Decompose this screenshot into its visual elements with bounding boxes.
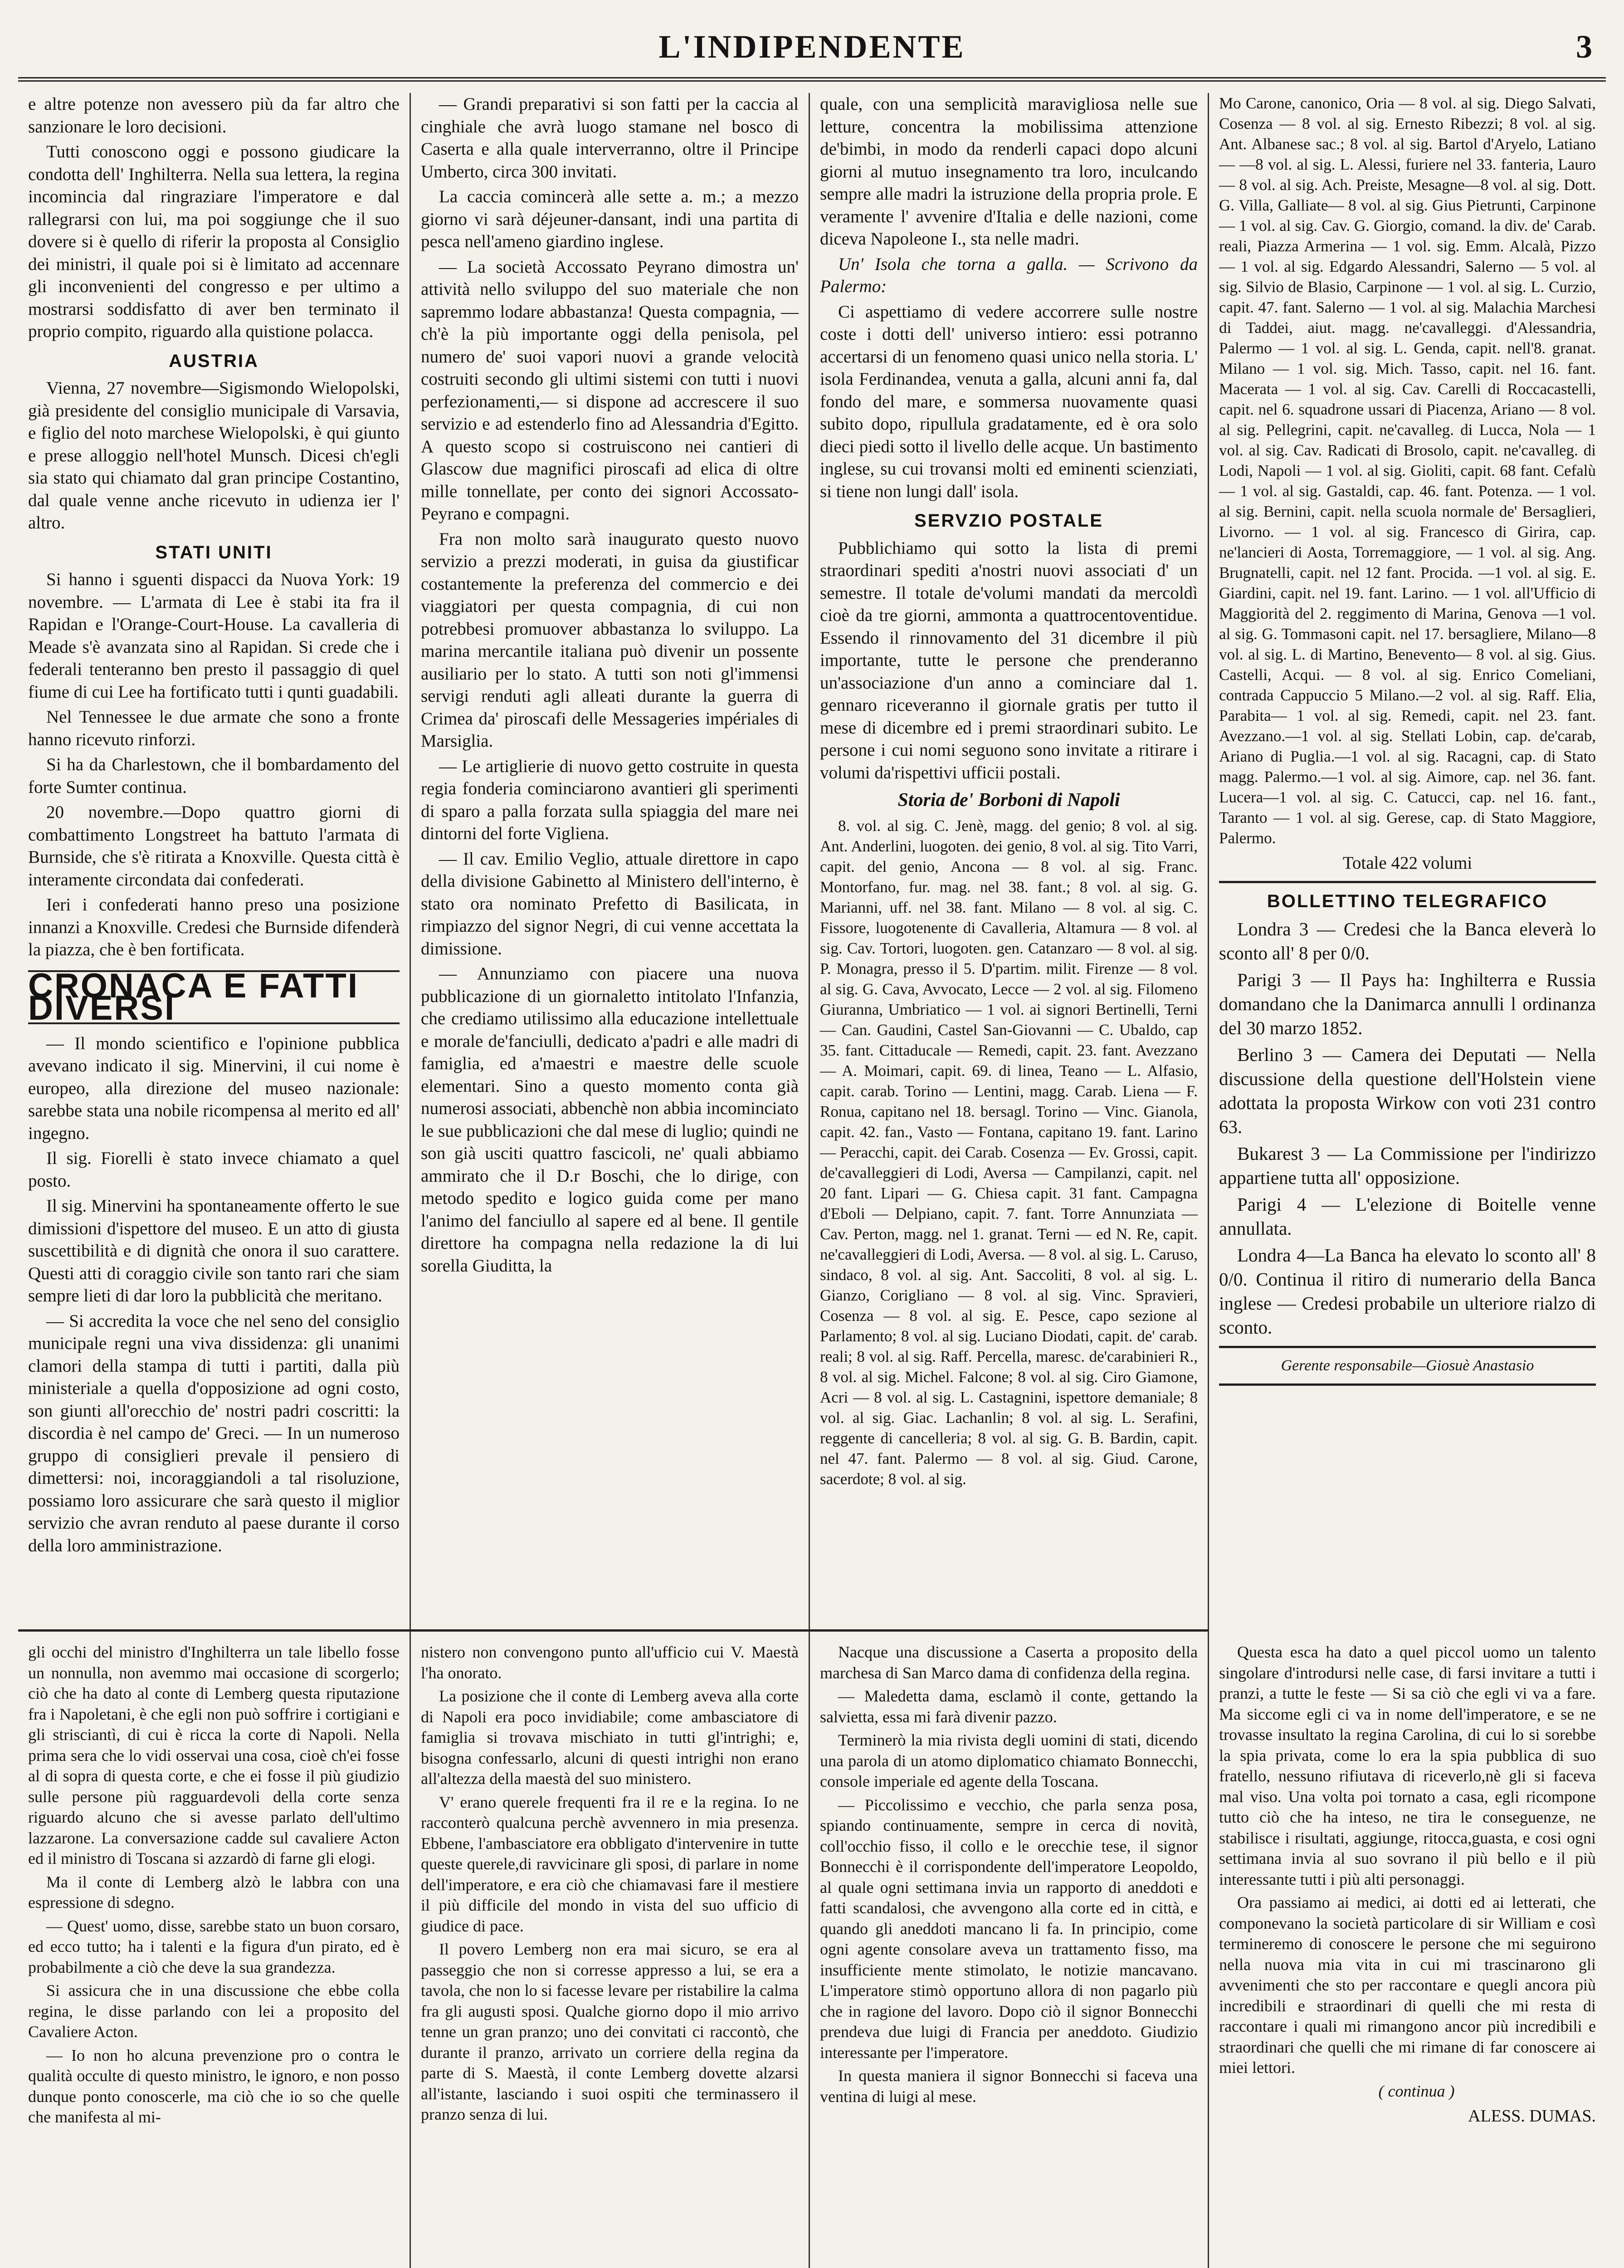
feuilleton-paragraph: Ora passiamo ai medici, ai dotti ed ai letterati, che componevano la società particolare di sir William e così termineremo di conoscere le persone che mi seguirono nella nuova mia vita in cui mi trascinarono gli avvenimenti che sto per raccontare e quegli ancora più incredibili e straordinari di quelli che mi resta di raccontare i quali mi rimangono ancor più incredibili e straordinari che quelli che mi rimane di far conoscere ai miei lettori. — [1219, 1893, 1596, 2077]
subsection-heading: Storia de' Borboni di Napoli — [897, 790, 1120, 811]
article-paragraph: — Il cav. Emilio Veglio, attuale direttore in capo della divisione Gabinetto al Ministero dell'interno, è stato ora nominato Prefetto di Basilicata, in rimpiazzo del signor Negri, di cui venne accettata la dimissione. — [421, 849, 799, 958]
article-paragraph: — Il mondo scientifico e l'opinione pubblica avevano indicato il sig. Minervini, il cui nome è europeo, alla direzione del museo nazionale: sarebbe stata una nobile ricompensa al merito ed all' ingegno. — [28, 1033, 400, 1143]
article-paragraph: — Le artiglierie di nuovo getto costruite in questa regia fonderia cominciarono avantieri gli sperimenti di sparo a palla forzata sulla spiaggia del mare nei dintorni del forte Vigliena. — [421, 756, 799, 843]
feuilleton-paragraph: gli occhi del ministro d'Inghilterra un tale libello fosse un nonnulla, non avemmo mai occasione di scorgerlo; ciò che ha dato al conte di Lemberg questa riputazione fra i Napoletani, è che egli non può soffrire i cortigiani e gli strisciantì, di cui è ricca la corte di Napoli. Nella prima sera che lo vidi osservai una cosa, cioè ch'ei fosse al di sopra di questa corte, e che ei fosse il più giudizio sulle persone più ragguardevoli della corte senza riguardo alcuno che si avesse parlato dell'ultimo lazzarone. La conversazione cadde sul cavaliere Acton ed il ministro di Toscana si azzardò di farne gli elogi. — [28, 1643, 400, 1867]
feuilleton-column-3 — [810, 1642, 1208, 2268]
feuilleton-paragraph: Terminerò la mia rivista degli uomini di stati, dicendo una parola di un atomo diplomatico chiamato Bonnecchi, console imperiale ed agente della Toscana. — [820, 1731, 1198, 1790]
feuilleton-paragraph: Ma il conte di Lemberg alzò le labbra con una espressione di sdegno. — [28, 1872, 400, 1911]
column-3 — [810, 93, 1208, 1622]
feuilleton-paragraph: Si assicura che in una discussione che ebbe colla regina, le disse parlando con lei a proposito del Cavaliere Acton. — [28, 1981, 400, 2041]
feuilleton-paragraph: Questa esca ha dato a quel piccol uomo un talento singolare d'introdursi nelle case, di farsi invitare a tutti i pranzi, a tutte le feste — Si sa ciò che egli vi va a fare. Ma siccome egli ci va in nome dell'imperatore, e se ne trovasse insultato la regina Carolina, di cui lo si sorebbe la spia privata, come lo era la spia pubblica di suo fratello, nessuno rifiutava di riceverlo,nè gli si faceva mal viso. Una volta poi tornato a casa, egli ricompone tutto ciò che ha inteso, ne tira le conseguenze, ne stabilisce i risultati, aggiunge, ritocca,guasta, e cosi ogni settimana invia al suo sovrano il più bello e il più interessante tutti i più alti personaggi. — [1219, 1643, 1596, 1888]
article-paragraph: Fra non molto sarà inaugurato questo nuovo servizio a prezzi moderati, in guisa da giustificar costantemente la preferenza del commercio e dei viaggiatori per questa compagnia, di cui non potrebbesi promuover abbastanza lo sviluppo. La marina mercantile italiana può divenir un possente ausiliario per lo stato. A tutti son noti gl'immensi servigi renduti agli alleati durante la guerra di Crimea da' piroscafi delle Messageries impériales di Marsiglia. — [421, 529, 799, 751]
article-paragraph: quale, con una semplicità maravigliosa nelle sue letture, concentra la mobilissima attenzione de'bimbi, in modo da renderli capaci dopo alcuni giorni al mutuo insegnamento tra loro, inculcando sempre alle madri la istruzione della propria prole. E veramente l' avvenire d'Italia e delle nazioni, come diceva Napoleone I., sta nelle madri. — [820, 94, 1198, 249]
feuilleton-paragraph: V' erano querele frequenti fra il re e la regina. Io ne racconterò qualcuna perchè avvennero in mia presenza. Ebbene, l'ambasciatore era obbligato d'intervenire in tutte queste querele,di ravvicinare gli sposi, di parlare in nome dell'imperatore, e era ciò che chiamavasi fare il mestiere il più difficile del mondo in vista del suo ufficio di giudice di pace. — [421, 1793, 799, 1935]
section-heading: BOLLETTINO TELEGRAFICO — [1267, 891, 1548, 911]
article-paragraph: Pubblichiamo qui sotto la lista di premi straordinari spediti a'nostri nuovi associati d' un semestre. Il totale de'volumi mandati da mercoldì cioè da tre giorni, ammonta a quattrocentoventidue. Essendo il rinnovamento del 31 dicembre il più importante, tutte le persone che prenderanno un'associazione d'un anno a cominciare dal 1. gennaro riceveranno il giornale gratis per tutto il mese di dicembre ed i premi straordinari subito. Le persone i cui nomi seguono sono invitate a ritirare i volumi da'rispettivi ufficii postali. — [820, 538, 1198, 782]
prize-list: 8. vol. al sig. C. Jenè, magg. del genio; 8 vol. al sig. Ant. Anderlini, luogoten. dei genio, 8 vol. al sig. Tito Varri, capit. del genio, Ancona — 8 vol. al sig. Franc. Montorfano, fur. mag. nel 38. fant.; 8 vol. al sig. G. Marianni, uff. nel 38. fant. Milano — 8 vol. al sig. C. Fissore, luogotenente di Cavalleria, Altamura — 8 vol. al sig. Cav. Tortori, luogoten. gen. Catanzaro — 8 vol. al sig. P. Monagra, presso il 5. D'partim. milit. Firenze — 8 vol. al sig. G. Cava, Avvocato, Lecce — 2 vol. al sig. Filomeno Giuranna, Umbriatico — 1 vol. ai signori Bertinelli, Terni — Can. Gaudini, Castel San-Giovanni — C. Ubaldo, cap 35. fant. Cittaducale — Remedi, capit. 23. fant. Avezzano — A. Moimari, capit. 69. di linea, Teano — L. Alfasio, capit. carab. Torino — Lentini, magg. Carab. Liena — F. Ronua, capitano nel 18. bersagl. Torino — Vinc. Gianola, capit. 42. fan., Vasto — Fontana, capitano 19. fant. Larino — Peracchi, capit. dei Carab. Cosenza — Ev. Grossi, capit. de'cavalleggieri di Lodi, Aversa — Campilanzi, capit. nel 20 fant. Lipari — G. Chiesa capit. 31 fant. Campagna d'Eboli — Delpiano, capit. 7. fant. Torre Annunziata — Cav. Perton, magg. nel 1. granat. Terni — ed N. Re, capit. ne'cavalleggieri di Lodi, Aversa. — 8 vol. al sig. L. Caruso, sindaco, 8 vol. al sig. Ant. Saccoliti, 8 vol. al sig. L. Gianzo, Corigliano — 8 vol. al sig. Vinc. Spravieri, Cosenza — 8 vol. al sig. E. Pesce, capo sezione al Parlamento; 8 vol. al sig. Luciano Diodati, capit. de' carab. reali; 8 vol. al sig. Raff. Percella, maresc. de'carabinieri R., 8 vol. al sig. Michel. Falcone; 8 vol. al sig. Ciro Giamone, Acri — 8 vol. al sig. L. Castagnini, ispettore demaniale; 8 vol. al sig. Giac. Lachanlin; 8 vol. al sig. L. Serafini, reggente di cancelleria; 8 vol. al sig. G. B. Bardin, capit. nel 47. fant. Palermo — 8 vol. al sig. Giud. Carone, sacerdote; 8 vol. al sig. — [820, 816, 1198, 1488]
prize-list: Mo Carone, canonico, Oria — 8 vol. al sig. Diego Salvati, Cosenza — 8 vol. al sig. Ernesto Ribezzi; 8 vol. al sig. Ant. Albanese sac.; 8 vol. al sig. Bartol d'Aryelo, Latiano — —8 vol. al sig. L. Alessi, furiere nel 33. fanteria, Lauro— 8 vol. al sig. Ach. Preiste, Mesagne—8 vol. al sig. Dott. G. Villa, Galliate— 8 vol. al sig. Gius Pietrunti, Carpinone — 1 vol. al sig. Cav. G. Giorgio, comand. la div. de' Carab. reali, Piazza Armerina — 1 vol. sig. Emm. Alcalà, Pizzo — 1 vol. al sig. Edgardo Alessandri, Salerno — 5 vol. al sig. Silvio de Blasio, Carpinone — 1 vol. al sig. L. Curzio, capit. 47. fant. Salerno — 1 vol. al sig. Malachia Marchesi di Taddei, aiut. magg. ne'cavalleggi. d'Alessandria, Palermo — 1 vol. al sig. L. Genda, capit. nell'8. granat. Milano — 1 vol. sig. Mich. Tasso, capit. nel 16. fant. Macerata — 1 vol. al sig. Cav. Carelli di Roccacastelli, capit. nel 6. squadrone ussari di Piacenza, Ariano — 8 vol. al sig. Pellegrini, capit. ne'cavalleg. di Lucca, Nola — 1 vol. al sig. Cav. Radicati di Brosolo, capit. ne'cavalleg. di Lodi, Napoli — 1 vol. al sig. Gioliti, capit. 68 fant. Cefalù — 1 vol. al sig. Gastaldi, cap. 46. fant. Potenza. — 1 vol. al sig. Bernini, capit. nella scuola normale de' Bersaglieri, Livorno. — 1 vol. al sig. Francesco di Girira, cap. ne'lancieri di Aosta, Torremaggiore, — 1 vol. al sig. Ang. Brugnatelli, capit. nel 12 fant. Procida. —1 vol. al sig. E. Giardini, capit. nel 19. fant. Larino. — 1 vol. all'Ufficio di Maggiorità del 2. reggimento di Marina, Genova —1 vol. al sig. G. Tommasoni capit. nel 17. bersagliere, Milano—8 vol. al sig. L. di Martino, Benevento— 8 vol. al sig. Gius. Castelli, Acqui. — 8 vol. al sig. Enrico Comeliani, contrada Cappuccio 5 Milano.—2 vol. al sig. Raff. Elia, Parabita— 1 vol. al sig. Remedi, capit. nel 23. fant. Avezzano.—1 vol. al sig. Stellati Lobin, cap. de'carab, Ariano di Puglia.—1 vol. al sig. Racagni, cap. di Stato magg. Palermo.—1 vol. al sig. Aimore, cap. nel 36. fant. Lucera—1 vol. al sig. C. Catucci, cap. nel 16. fant., Taranto — 1 vol. al sig. Gerese, cap. di Stato Maggiore, Palermo. — [1219, 94, 1596, 847]
feuilleton-paragraph: — Io non ho alcuna prevenzione pro o contra le qualità occulte di questo ministro, le ignoro, e non posso dunque ponto conoscerle, ma ciò che io so che quelle che manifesta al mi- — [28, 2046, 400, 2126]
telegraph-item: Berlino 3 — Camera dei Deputati — Nella discussione della questione dell'Holstein viene adottata la proposta Wirkow con voti 231 contro 63. — [1219, 1044, 1596, 1137]
telegraph-item: Londra 3 — Credesi che la Banca eleverà lo sconto all' 8 per 0/0. — [1219, 919, 1596, 963]
feuilleton-column-1 — [18, 1642, 410, 2268]
feuilleton-paragraph: Nacque una discussione a Caserta a proposito della marchesa di San Marco dama di confidenza della regina. — [820, 1643, 1198, 1682]
feuilleton-column-4 — [1209, 1642, 1606, 2268]
feuilleton-paragraph: In questa maniera il signor Bonnecchi si faceva una ventina di luigi al mese. — [820, 2067, 1198, 2106]
telegraph-item: Parigi 3 — Il Pays ha: Inghilterra e Russia domandano che la Danimarca annulli l ordinanza del 30 marzo 1852. — [1219, 969, 1596, 1038]
newspaper-title: L'INDIPENDENTE — [658, 29, 966, 65]
feuilleton-paragraph: Il povero Lemberg non era mai sicuro, se era al passeggio che non si corresse appresso a lui, se era a tavola, che non lo si facesse levare per ristabilire la calma fra gli augusti sposi. Qualche giorno dopo il mio arrivo tenne un gran pranzo; uno dei convitati ci raccontò, che durante il pranzo, arrivato un corriere della regina da parte di S. Maestà, il conte Lemberg dovette alzarsi all'istante, lasciando i suoi ospiti che terminassero il pranzo senza di lui. — [421, 1940, 799, 2123]
feuilleton-paragraph: La posizione che il conte di Lemberg aveva alla corte di Napoli era poco invidiabile; come ambasciatore di famiglia si trovava mischiato in tutti gl'intrighi; e, bisogna confessarlo, alcuni di questi intrighi non erano all'altezza della maestà del suo ministero. — [421, 1687, 799, 1788]
article-paragraph: Ci aspettiamo di vedere accorrere sulle nostre coste i dotti dell' universo intiero: essi potranno accertarsi di un fenomeno quasi unico nella storia. L' isola Ferdinandea, venuta a galla, alcuni anni fa, dal fondo del mare, e sommersa nuovamente quasi subito dopo, ripullula gradatamente, ed è ora solo dieci piedi sotto il livello delle acque. Un bastimento inglese, su cui trovansi molti ed eminenti scienziati, si tiene non lungi dall' isola. — [820, 302, 1198, 501]
article-paragraph: Vienna, 27 novembre—Sigismondo Wielopolski, già presidente del consiglio municipale di Varsavia, e figlio del noto marchese Wielopolski, è qui giunto e prese alloggio nell'hotel Munsch. Dicesi ch'egli sia stato qui chiamato dal gran principe Costantino, dal quale venne anche ricevuto in udienza ier l' altro. — [28, 378, 400, 533]
telegraph-item: Parigi 4 — L'elezione di Boitelle venne annullata. — [1219, 1194, 1596, 1239]
masthead — [18, 18, 1606, 82]
continua-note: ( continua ) — [1378, 2082, 1455, 2100]
gerente-line: Gerente responsabile—Giosuè Anastasio — [1281, 1357, 1534, 1374]
cronaca-heading: CRONACA E FATTI DIVERSI — [28, 970, 400, 1024]
divider — [1219, 881, 1596, 883]
telegraph-bulletin — [1219, 917, 1596, 1339]
feuilleton-column-2 — [411, 1642, 809, 2268]
article-paragraph: — La società Accossato Peyrano dimostra un' attività nello sviluppo del suo materiale che non sapremmo lodare abbastanza! Questa compagnia, — ch'è la più importante oggi della penisola, pel numero de' suoi vapori nuovi a grande velocità costruiti secondo gli ultimi sistemi con tutti i nuovi perfezionamenti,— si dispone ad accrescere il suo servizio e ad estenderlo fino ad Alessandria d'Egitto. A questo scopo si costruiscono nei cantieri di Glascow due magnifici piroscafi ad elica di oltre mille tonnellate, per conto dei signori Accossato-Peyrano e compagni. — [421, 257, 799, 523]
article-paragraph: 20 novembre.—Dopo quattro giorni di combattimento Longstreet ha battuto l'armata di Burnside, che s'è ritirata a Knoxville. Questa città è interamente circondata dai confederati. — [28, 802, 400, 890]
article-paragraph: Un' Isola che torna a galla. — Scrivono da Palermo: — [820, 254, 1198, 296]
page-number: 3 — [1576, 29, 1592, 65]
column-1 — [18, 93, 410, 1622]
feuilleton-paragraph: — Piccolissimo e vecchio, che parla senza posa, spiando continuamente, sempre in cerca di novità, coll'occhio fisso, il collo e le orecchie tese, il signor Bonnecchi è il corrispondente dell'imperatore Leopoldo, al quale ogni settimana invia un rapporto di aneddoti e fatti scandalosi, che avvengono alla corte ed in città, e quando gli aneddoti mancano li fa. In principio, come ogni agente consolare aveva un trattamento fisso, ma insufficiente mente stimolato, le notizie mancavano. L'imperatore stimò opportuno allora di non pagarlo più che in ragione del lavoro. Dopo ciò il signor Bonnecchi prendeva due luigi di Francia per aneddoto. Giudizio interessante per l'imperatore. — [820, 1795, 1198, 2062]
article-paragraph: — Annunziamo con piacere una nuova pubblicazione di un giornaletto intitolato l'Infanzia, che crediamo utilissimo alla educazione intellettuale e morale de'fanciulli, dedicato a'padri e alle madri di famiglia, ed a'maestri e maestre delle scuole elementari. Sino a questo momento conta già numerosi associati, abbenchè non abbia incominciato le sue pubblicazioni che dal mese di luglio; quindi ne son già usciti quattro fascicoli, ne' quali abbiamo ammirato che il D.r Boschi, che lo dirige, con metodo spedito e logico guida come per mano l'animo del fanciullo al sapere ed al bene. Il gentile direttore ha compagna nella redazione la di lui sorella Giuditta, la — [421, 964, 799, 1276]
article-paragraph: Il sig. Fiorelli è stato invece chiamato a quel posto. — [28, 1149, 400, 1191]
article-paragraph: Tutti conoscono oggi e possono giudicare la condotta dell' Inghilterra. Nella sua lettera, la regina incomincia dal ringraziare l'imperatore e dal rallegrarsi con lui, ma poi soggiunge che il suo dovere si è quello di riferir la proposta al Consiglio dei ministri, il quale poi si è limitato ad accennare gli inconvenienti del congresso e per ultimo a mostrarsi soddisfatto di aver ben terminato il proprio compito, riguardo alla quistione polacca. — [28, 142, 400, 341]
section-heading: AUSTRIA — [169, 351, 259, 371]
article-paragraph: Il sig. Minervini ha spontaneamente offerto le sue dimissioni d'ispettore del museo. E un atto di giusta suscettibilità e di dignità che onora il suo carattere. Questi atti di coraggio civile son tanto rari che siam sempre lieti di dar loro la pubblicità che meritano. — [28, 1196, 400, 1305]
feuilleton-paragraph: nistero non convengono punto all'ufficio cui V. Maestà l'ha onorato. — [421, 1643, 799, 1682]
article-paragraph: Si hanno i sguenti dispacci da Nuova York: 19 novembre. — L'armata di Lee è stabi ita fra il Rapidan e l'Orange-Court-House. La cavalleria di Meade s'è avanzata sino al Rapidan. Si crede che i federali tenteranno ben presto il passaggio di quel fiume di cui Lee ha fortificato tutti i qunti guadabili. — [28, 570, 400, 702]
article-paragraph: e altre potenze non avessero più da far altro che sanzionare le loro decisioni. — [28, 94, 400, 137]
feuilleton-paragraph: — Quest' uomo, disse, sarebbe stato un buon corsaro, ed ecco tutto; ha i talenti e la figura d'un pirato, ed è probabilmente a ciò che deve la sua grandezza. — [28, 1916, 400, 1976]
divider — [1219, 1346, 1596, 1348]
article-paragraph: Ieri i confederati hanno preso una posizione innanzi a Knoxville. Credesi che Burnside difenderà la piazza, che è ben fortificata. — [28, 895, 400, 959]
author-signature: ALESS. DUMAS. — [1468, 2107, 1596, 2126]
article-paragraph: Nel Tennessee le due armate che sono a fronte hanno ricevuto rinforzi. — [28, 707, 400, 749]
divider — [1219, 1383, 1596, 1386]
total-volumes: Totale 422 volumi — [1342, 853, 1473, 873]
article-paragraph: — Si accredita la voce che nel seno del consiglio municipale regni una viva dissidenza: gli unanimi clamori della stampa di tutti i partiti, dalla più ministeriale a quella d'opposizione ad ogni costo, son giunti all'orecchio de' nostri padri coscritti: la discordia è nel campo de' Greci. — In un numeroso gruppo di consiglieri prevale il pensiero di dimettersi: noi, incoraggiandoli a tal risoluzione, possiamo loro assicurare che sarà questo il miglior servizio che avran renduto al paese durante il corso della loro amministrazione. — [28, 1311, 400, 1555]
feuilleton-paragraph: — Maledetta dama, esclamò il conte, gettando la salvietta, essa mi farà divenir pazzo. — [820, 1687, 1198, 1726]
section-rule — [18, 1629, 1208, 1632]
telegraph-item: Bukarest 3 — La Commissione per l'indirizzo appartiene tutta all' opposizione. — [1219, 1143, 1596, 1188]
section-heading: STATI UNITI — [155, 542, 273, 562]
column-2 — [411, 93, 809, 1622]
article-paragraph: — Grandi preparativi si son fatti per la caccia al cinghiale che avrà luogo stamane nel bosco di Caserta e alla quale interverranno, oltre il Principe Umberto, circa 300 invitati. — [421, 94, 799, 181]
article-paragraph: La caccia comincerà alle sette a. m.; a mezzo giorno vi sarà déjeuner-dansant, indi una partita di pesca nell'ameno giardino inglese. — [421, 187, 799, 251]
section-heading: SERVZIO POSTALE — [914, 511, 1103, 531]
article-paragraph: Si ha da Charlestown, che il bombardamento del forte Sumter continua. — [28, 755, 400, 797]
telegraph-item: Londra 4—La Banca ha elevato lo sconto all' 8 0/0. Continua il ritiro di numerario della Banca inglese — Credesi probabile un ulteriore rialzo di sconto. — [1219, 1245, 1596, 1338]
